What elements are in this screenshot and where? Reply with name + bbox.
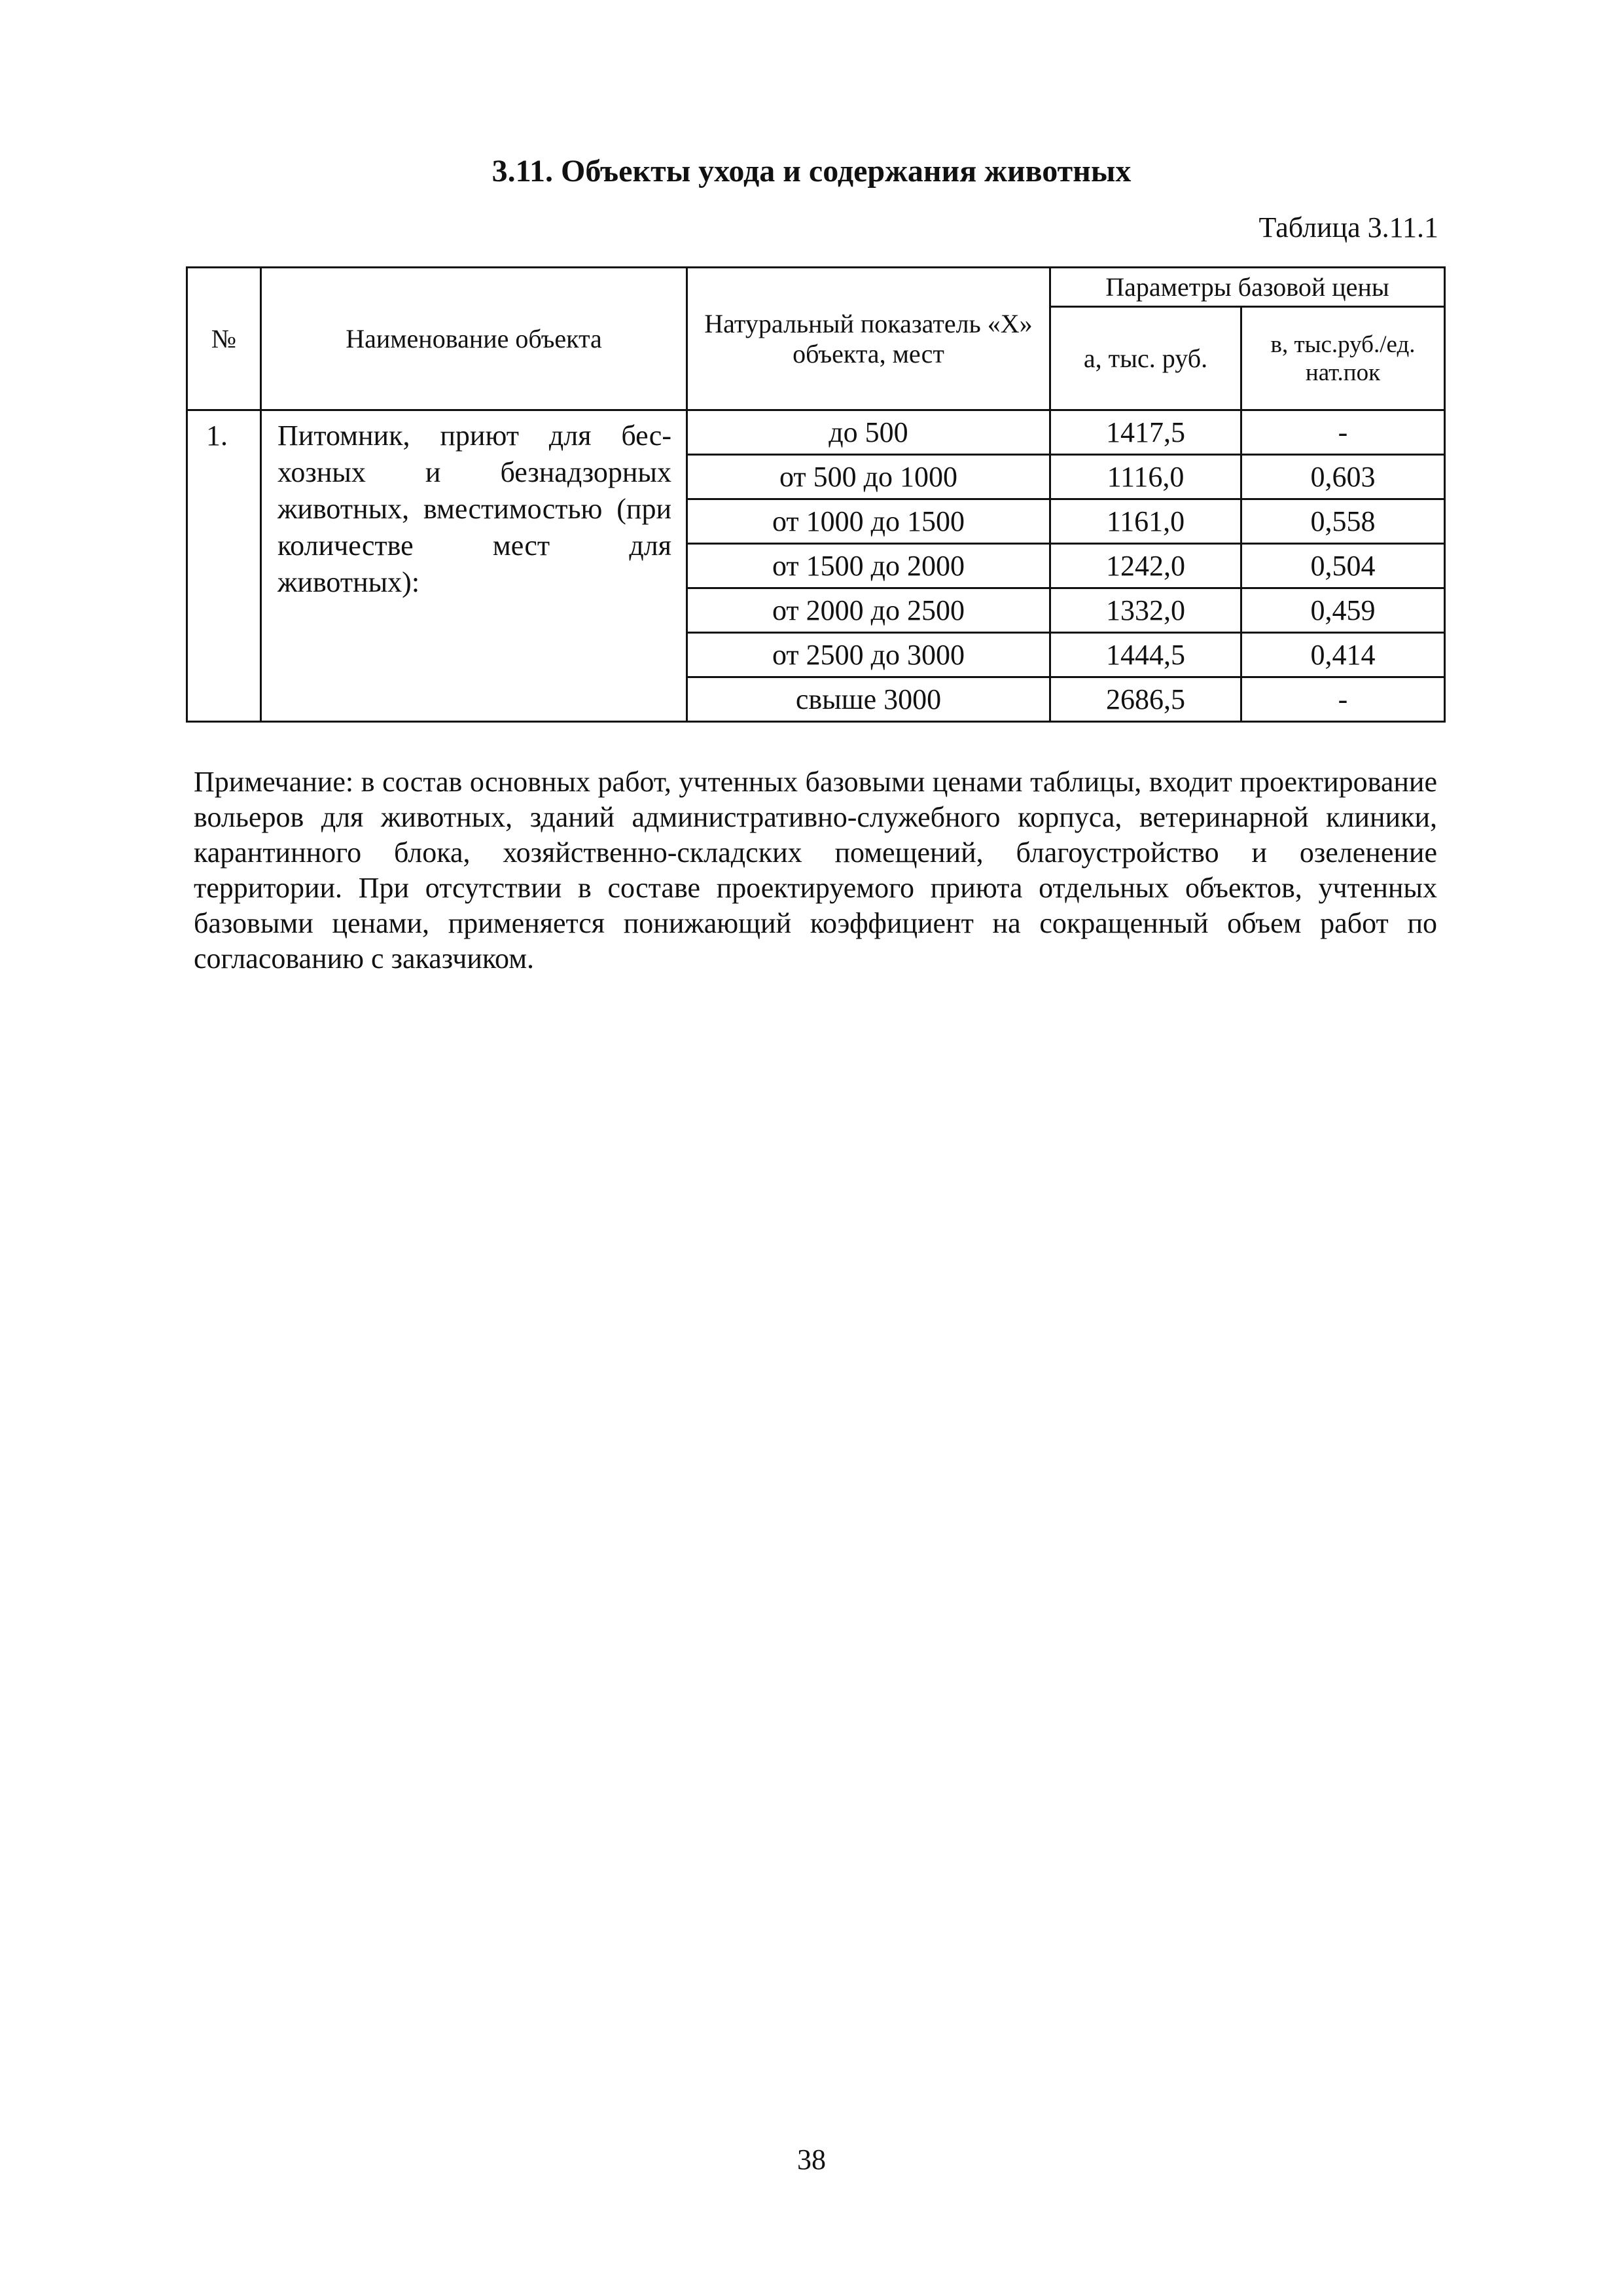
page-number: 38	[797, 2144, 826, 2176]
param-b-cell: 0,603	[1241, 455, 1445, 499]
header-base-price-params: Параметры базовой цены	[1050, 268, 1445, 307]
indicator-cell: до 500	[687, 410, 1050, 455]
indicator-cell: свыше 3000	[687, 677, 1050, 722]
object-name-cell: Питомник, приют для бесхозных и безнадзорных животных, вместимостью (при количестве мест для животных):	[261, 410, 687, 722]
header-indicator: Натуральный показатель «Х» объекта, мест	[687, 268, 1050, 410]
param-b-cell: 0,414	[1241, 633, 1445, 677]
param-b-cell: -	[1241, 410, 1445, 455]
param-a-cell: 1444,5	[1050, 633, 1241, 677]
header-number: №	[187, 268, 261, 410]
header-row	[187, 268, 1445, 307]
section-title: 3.11. Объекты ухода и содержания животных	[491, 154, 1132, 188]
param-a-cell: 1116,0	[1050, 455, 1241, 499]
header-param-b: в, тыс.руб./ед. нат.пок	[1241, 307, 1445, 410]
param-a-cell: 2686,5	[1050, 677, 1241, 722]
param-b-cell: 0,504	[1241, 544, 1445, 588]
indicator-cell: от 2500 до 3000	[687, 633, 1050, 677]
table-row	[187, 410, 1445, 455]
note-paragraph: Примечание: в состав основных работ, учтенных базовыми ценами таблицы, входит проектирование вольеров для животных, зданий административно-служебного корпуса, ветеринарной клиники, карантинного блока, хозяйственно-складских помещений, благоустройство и озеленение территории. При отсутствии в составе проектируемого приюта отдельных объектов, учтенных базовыми ценами, применяется понижающий коэффициент на сокращенный объем работ по согласованию с заказчиком.	[194, 766, 1437, 975]
indicator-cell: от 1000 до 1500	[687, 499, 1050, 544]
header-object-name: Наименование объекта	[261, 268, 687, 410]
header-param-a: а, тыс. руб.	[1050, 307, 1241, 410]
table-caption: Таблица 3.11.1	[1258, 211, 1438, 243]
indicator-cell: от 1500 до 2000	[687, 544, 1050, 588]
indicator-cell: от 2000 до 2500	[687, 588, 1050, 633]
param-b-cell: 0,558	[1241, 499, 1445, 544]
price-table	[186, 266, 1446, 723]
param-b-cell: -	[1241, 677, 1445, 722]
param-a-cell: 1161,0	[1050, 499, 1241, 544]
indicator-cell: от 500 до 1000	[687, 455, 1050, 499]
row-number: 1.	[187, 410, 261, 722]
param-a-cell: 1332,0	[1050, 588, 1241, 633]
param-b-cell: 0,459	[1241, 588, 1445, 633]
param-a-cell: 1242,0	[1050, 544, 1241, 588]
param-a-cell: 1417,5	[1050, 410, 1241, 455]
